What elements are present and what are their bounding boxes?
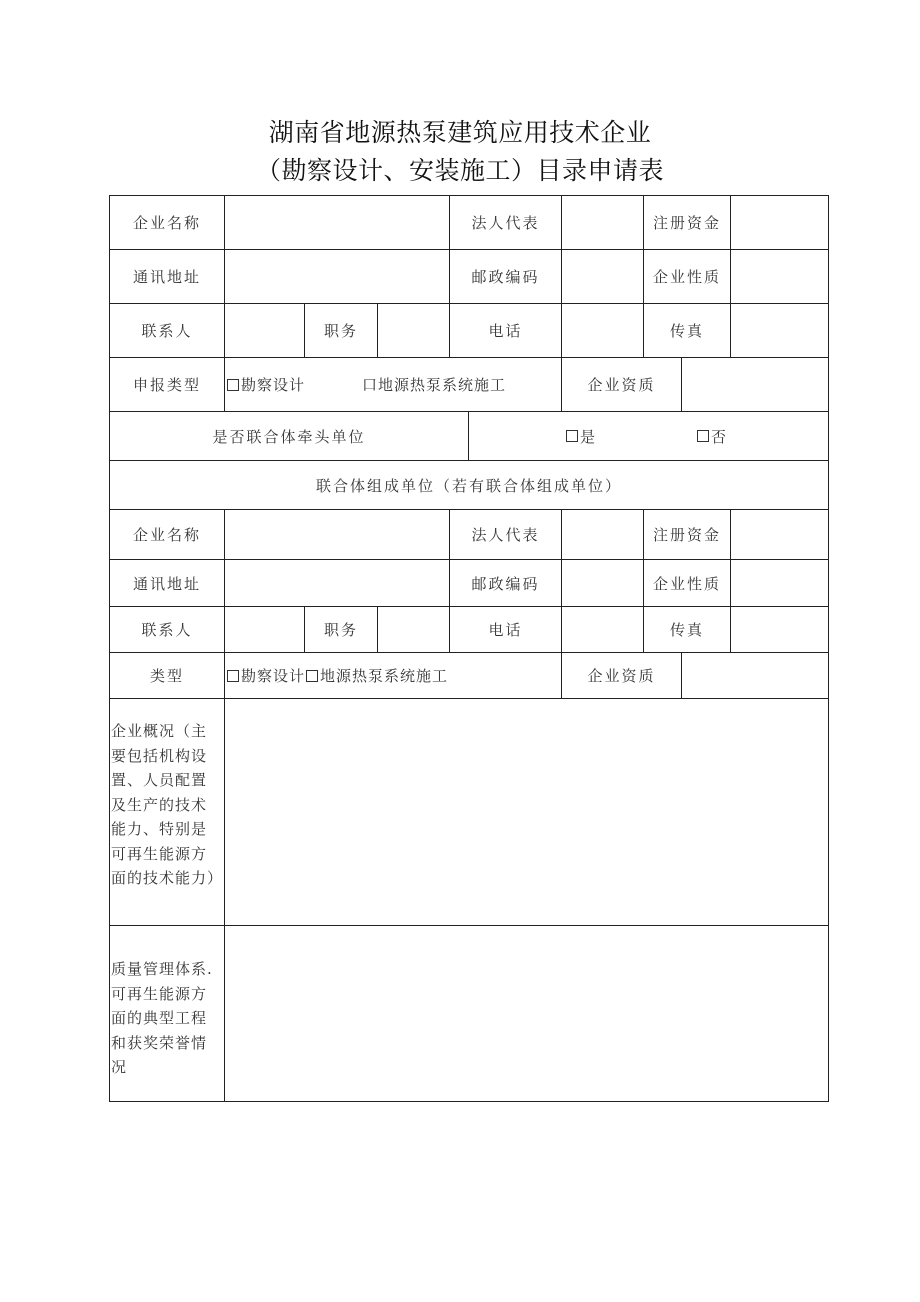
overview-input[interactable] — [225, 699, 828, 925]
member-company-name-input[interactable] — [225, 510, 449, 559]
form-title-line1: 湖南省地源热泵建筑应用技术企业 — [268, 118, 652, 147]
quality-label: 质量管理体系.可再生能源方面的典型工程和获奖荣誉情况 — [111, 960, 213, 1076]
no-checkbox[interactable] — [697, 430, 709, 442]
member-company-nature-label: 企业性质 — [652, 574, 721, 593]
member-postcode-label: 邮政编码 — [471, 574, 540, 593]
position-label: 职务 — [323, 322, 358, 340]
legal-rep-input[interactable] — [562, 196, 643, 249]
company-name-input[interactable] — [225, 196, 449, 249]
yes-checkbox[interactable] — [566, 430, 578, 442]
member-reg-capital-input[interactable] — [731, 510, 828, 559]
member-address-input[interactable] — [225, 560, 449, 606]
table-border-bottom — [109, 1101, 829, 1102]
col-divider — [224, 652, 225, 698]
qualification-input[interactable] — [682, 358, 828, 411]
phone-input[interactable] — [562, 304, 643, 357]
lead-unit-question: 是否联合体牵头单位 — [212, 427, 366, 446]
member-qualification-label: 企业资质 — [587, 667, 656, 685]
fax-label: 传真 — [669, 322, 704, 340]
reg-capital-label: 注册资金 — [652, 214, 721, 232]
lead-unit-yes-option[interactable] — [566, 412, 597, 460]
member-qualification-input[interactable] — [682, 653, 828, 698]
member-phone-label: 电话 — [488, 621, 523, 639]
member-postcode-input[interactable] — [562, 560, 643, 606]
member-fax-label: 传真 — [669, 621, 704, 639]
company-nature-input[interactable] — [731, 250, 828, 303]
construction-option[interactable]: 口地源热泵系统施工 — [362, 376, 507, 394]
consortium-section-header: 联合体组成单位（若有联合体组成单位） — [315, 476, 622, 495]
member-legal-rep-label: 法人代表 — [471, 526, 540, 544]
member-construction-label: 地源热泵系统施工 — [320, 667, 449, 685]
col-divider — [468, 411, 469, 460]
member-phone-input[interactable] — [562, 607, 643, 652]
postcode-label: 邮政编码 — [471, 268, 540, 286]
contact-label: 联系人 — [141, 322, 193, 340]
member-company-name-label: 企业名称 — [132, 526, 201, 544]
phone-label: 电话 — [488, 322, 523, 340]
member-reg-capital-label: 注册资金 — [652, 526, 721, 544]
contact-input[interactable] — [225, 304, 304, 357]
lead-unit-no-option[interactable] — [697, 412, 728, 460]
fax-input[interactable] — [731, 304, 828, 357]
position-input[interactable] — [378, 304, 449, 357]
col-divider — [224, 357, 225, 411]
overview-label: 企业概况（主要包括机构设置、人员配置及生产的技术能力、特别是可再生能源方面的技术能力） — [111, 722, 224, 887]
address-label: 通讯地址 — [132, 268, 201, 286]
address-input[interactable] — [225, 250, 449, 303]
apply-type-label: 申报类型 — [132, 376, 201, 394]
no-label: 否 — [711, 427, 729, 446]
member-legal-rep-input[interactable] — [562, 510, 643, 559]
qualification-label: 企业资质 — [587, 376, 656, 394]
postcode-input[interactable] — [562, 250, 643, 303]
company-nature-label: 企业性质 — [652, 268, 721, 286]
quality-input[interactable] — [225, 926, 828, 1101]
form-title-line2: （勘察设计、安装施工）目录申请表 — [255, 156, 664, 185]
member-type-options — [227, 653, 448, 698]
survey-design-option[interactable] — [227, 358, 305, 411]
member-construction-checkbox[interactable] — [306, 670, 318, 682]
reg-capital-input[interactable] — [731, 196, 828, 249]
survey-design-option-label: 勘察设计 — [241, 376, 306, 394]
member-address-label: 通讯地址 — [132, 574, 201, 593]
member-company-nature-input[interactable] — [731, 560, 828, 606]
member-position-label: 职务 — [323, 621, 358, 639]
member-contact-input[interactable] — [225, 607, 304, 652]
company-name-label: 企业名称 — [132, 214, 201, 232]
member-position-input[interactable] — [378, 607, 449, 652]
table-border-right — [828, 195, 829, 1102]
yes-label: 是 — [580, 427, 598, 446]
member-type-label: 类型 — [149, 667, 184, 685]
survey-design-checkbox[interactable] — [227, 379, 239, 391]
member-contact-label: 联系人 — [141, 621, 193, 639]
member-fax-input[interactable] — [731, 607, 828, 652]
member-survey-design-label: 勘察设计 — [241, 667, 306, 685]
member-survey-design-checkbox[interactable] — [227, 670, 239, 682]
legal-rep-label: 法人代表 — [471, 214, 540, 232]
